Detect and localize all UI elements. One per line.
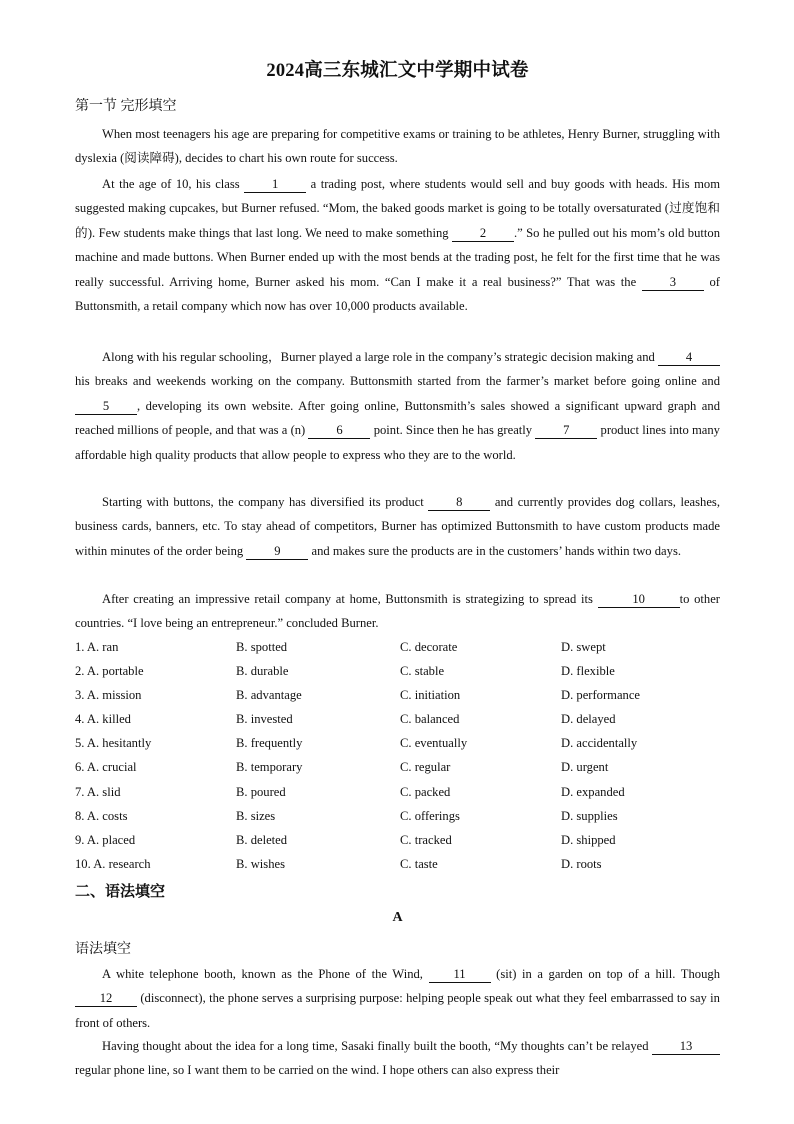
blank-4: 4 (658, 350, 720, 366)
option-a: 5. A. hesitantly (75, 736, 152, 751)
option-a: 9. A. placed (75, 832, 136, 847)
cloze-text: .” So he pulled out his mom’s old button machine and made buttons. When Burner ended up with the most bends at the trading post, he felt for the first time that he was really successful. Arriving home, Burner asked his mom. “Can I make it a real business?” That was the (75, 225, 720, 289)
option-a: 3. A. mission (75, 688, 142, 703)
option-d: D. shipped (561, 832, 616, 847)
option-c: C. initiation (400, 688, 461, 703)
option-a: 7. A. slid (75, 784, 121, 799)
cloze-text: point. Since then he has greatly (373, 423, 533, 438)
blank-2: 2 (452, 226, 514, 242)
cloze-text: his breaks and weekends working on the company. Buttonsmith started from the farmer’s market before going online and (75, 374, 720, 389)
option-b: B. sizes (236, 808, 276, 823)
option-a: 1. A. ran (75, 640, 119, 654)
option-row (75, 659, 720, 683)
cloze-paragraph-2 (75, 172, 720, 318)
part-label: A (392, 910, 403, 925)
option-c: C. packed (400, 784, 451, 799)
option-b: B. deleted (236, 832, 288, 847)
cloze-text: Along with his regular schooling，Burner played a large role in the company’s strategic decision making and (102, 350, 655, 364)
blank-13: 13 (652, 1039, 720, 1055)
blank-8: 8 (428, 495, 490, 511)
cloze-paragraph-4 (75, 490, 720, 563)
cloze-paragraph-3 (75, 345, 720, 467)
grammar-paragraph-1 (75, 962, 720, 1035)
grammar-paragraph-2 (75, 1034, 720, 1083)
option-c: C. eventually (400, 736, 468, 751)
blank-11: 11 (429, 967, 491, 983)
option-row (75, 731, 720, 755)
option-row (75, 828, 720, 852)
cloze-text: At the age of 10, his class (102, 177, 240, 191)
grammar-text: Having thought about the idea for a long time, Sasaki finally built the booth, “My thoughts can’t be relayed (102, 1039, 649, 1053)
option-a: 10. A. research (75, 856, 151, 871)
option-row (75, 852, 720, 876)
option-d: D. accidentally (561, 736, 638, 751)
option-row (75, 635, 720, 659)
cloze-text: a trading post, where students would sell and buy goods with heads. His mom suggested making cupcakes, but Burner refused. “Mom, the baked goods market is going to be totally oversaturated (过度饱和的). Few students make things that last long. We need to make something (75, 177, 720, 240)
cloze-text: Starting with buttons, the company has diversified its product (102, 495, 424, 509)
option-c: C. regular (400, 760, 451, 775)
option-d: D. performance (561, 688, 641, 703)
blank-9: 9 (246, 544, 308, 560)
option-row (75, 780, 720, 804)
option-d: D. supplies (561, 808, 618, 823)
section2-heading: 二、语法填空 (75, 884, 166, 900)
blank-10: 10 (598, 592, 680, 608)
option-c: C. taste (400, 856, 438, 871)
cloze-paragraph-1 (75, 122, 720, 171)
cloze-paragraph-5 (75, 587, 720, 636)
page-title: 2024高三东城汇文中学期中试卷 (266, 61, 529, 81)
option-b: B. wishes (236, 856, 285, 871)
option-c: C. tracked (400, 832, 452, 847)
option-a: 8. A. costs (75, 808, 128, 823)
option-c: C. offerings (400, 808, 460, 823)
cloze-text: , developing its own website. After going online, Buttonsmith’s sales showed a significant upward graph and reached millions of people, and that was a (n) (75, 398, 720, 438)
option-b: B. frequently (236, 736, 303, 751)
option-d: D. roots (561, 856, 602, 871)
option-d: D. expanded (561, 784, 625, 799)
option-d: D. delayed (561, 712, 616, 727)
option-b: B. invested (236, 712, 293, 727)
options-list (75, 635, 720, 876)
option-d: D. urgent (561, 760, 609, 775)
section1-heading: 第一节 完形填空 (75, 99, 177, 114)
option-b: B. poured (236, 784, 286, 799)
option-c: C. decorate (400, 640, 458, 654)
option-row (75, 755, 720, 779)
option-b: B. advantage (236, 688, 302, 703)
option-d: D. swept (561, 640, 606, 654)
option-b: B. spotted (236, 640, 288, 654)
option-row (75, 683, 720, 707)
cloze-text: and makes sure the products are in the customers’ hands within two days. (311, 543, 681, 558)
grammar-text: (disconnect), the phone serves a surprising purpose: helping people speak out what they feel embarrassed to say in front of others. (75, 991, 720, 1030)
blank-7: 7 (535, 423, 597, 439)
grammar-text: regular phone line, so I want them to be carried on the wind. I hope others can also express their (75, 1063, 560, 1078)
cloze-text: and currently provides dog collars, leashes, business cards, banners, etc. To stay ahead of competitors, Burner has optimized Buttonsmith to have custom products made within minutes of the order being (75, 495, 720, 558)
option-row (75, 804, 720, 828)
blank-5: 5 (75, 399, 137, 415)
option-row (75, 707, 720, 731)
grammar-text: A white telephone booth, known as the Phone of the Wind, (102, 967, 423, 981)
option-d: D. flexible (561, 664, 615, 679)
blank-3: 3 (642, 275, 704, 291)
option-a: 4. A. killed (75, 712, 131, 727)
option-c: C. stable (400, 664, 445, 679)
blank-1: 1 (244, 177, 306, 193)
cloze-text: When most teenagers his age are preparing for competitive exams or training to be athletes, Henry Burner, struggling with dyslexia (阅读障碍), decides to chart his own route for success. (75, 127, 720, 166)
blank-6: 6 (308, 423, 370, 439)
grammar-label: 语法填空 (75, 942, 131, 957)
grammar-text: (sit) in a garden on top of a hill. Though (496, 967, 720, 981)
cloze-text: product lines into many affordable high quality products that allow people to express who they are to the world. (75, 423, 720, 462)
option-b: B. durable (236, 664, 289, 679)
cloze-text: of Buttonsmith, a retail company which now has over 10,000 products available. (75, 274, 720, 314)
option-a: 2. A. portable (75, 664, 144, 679)
option-a: 6. A. crucial (75, 760, 137, 775)
cloze-text: to other countries. “I love being an entrepreneur.” concluded Burner. (75, 592, 720, 631)
option-b: B. temporary (236, 760, 303, 775)
blank-12: 12 (75, 991, 137, 1007)
option-c: C. balanced (400, 712, 460, 727)
cloze-text: After creating an impressive retail company at home, Buttonsmith is strategizing to spread its (102, 592, 593, 606)
